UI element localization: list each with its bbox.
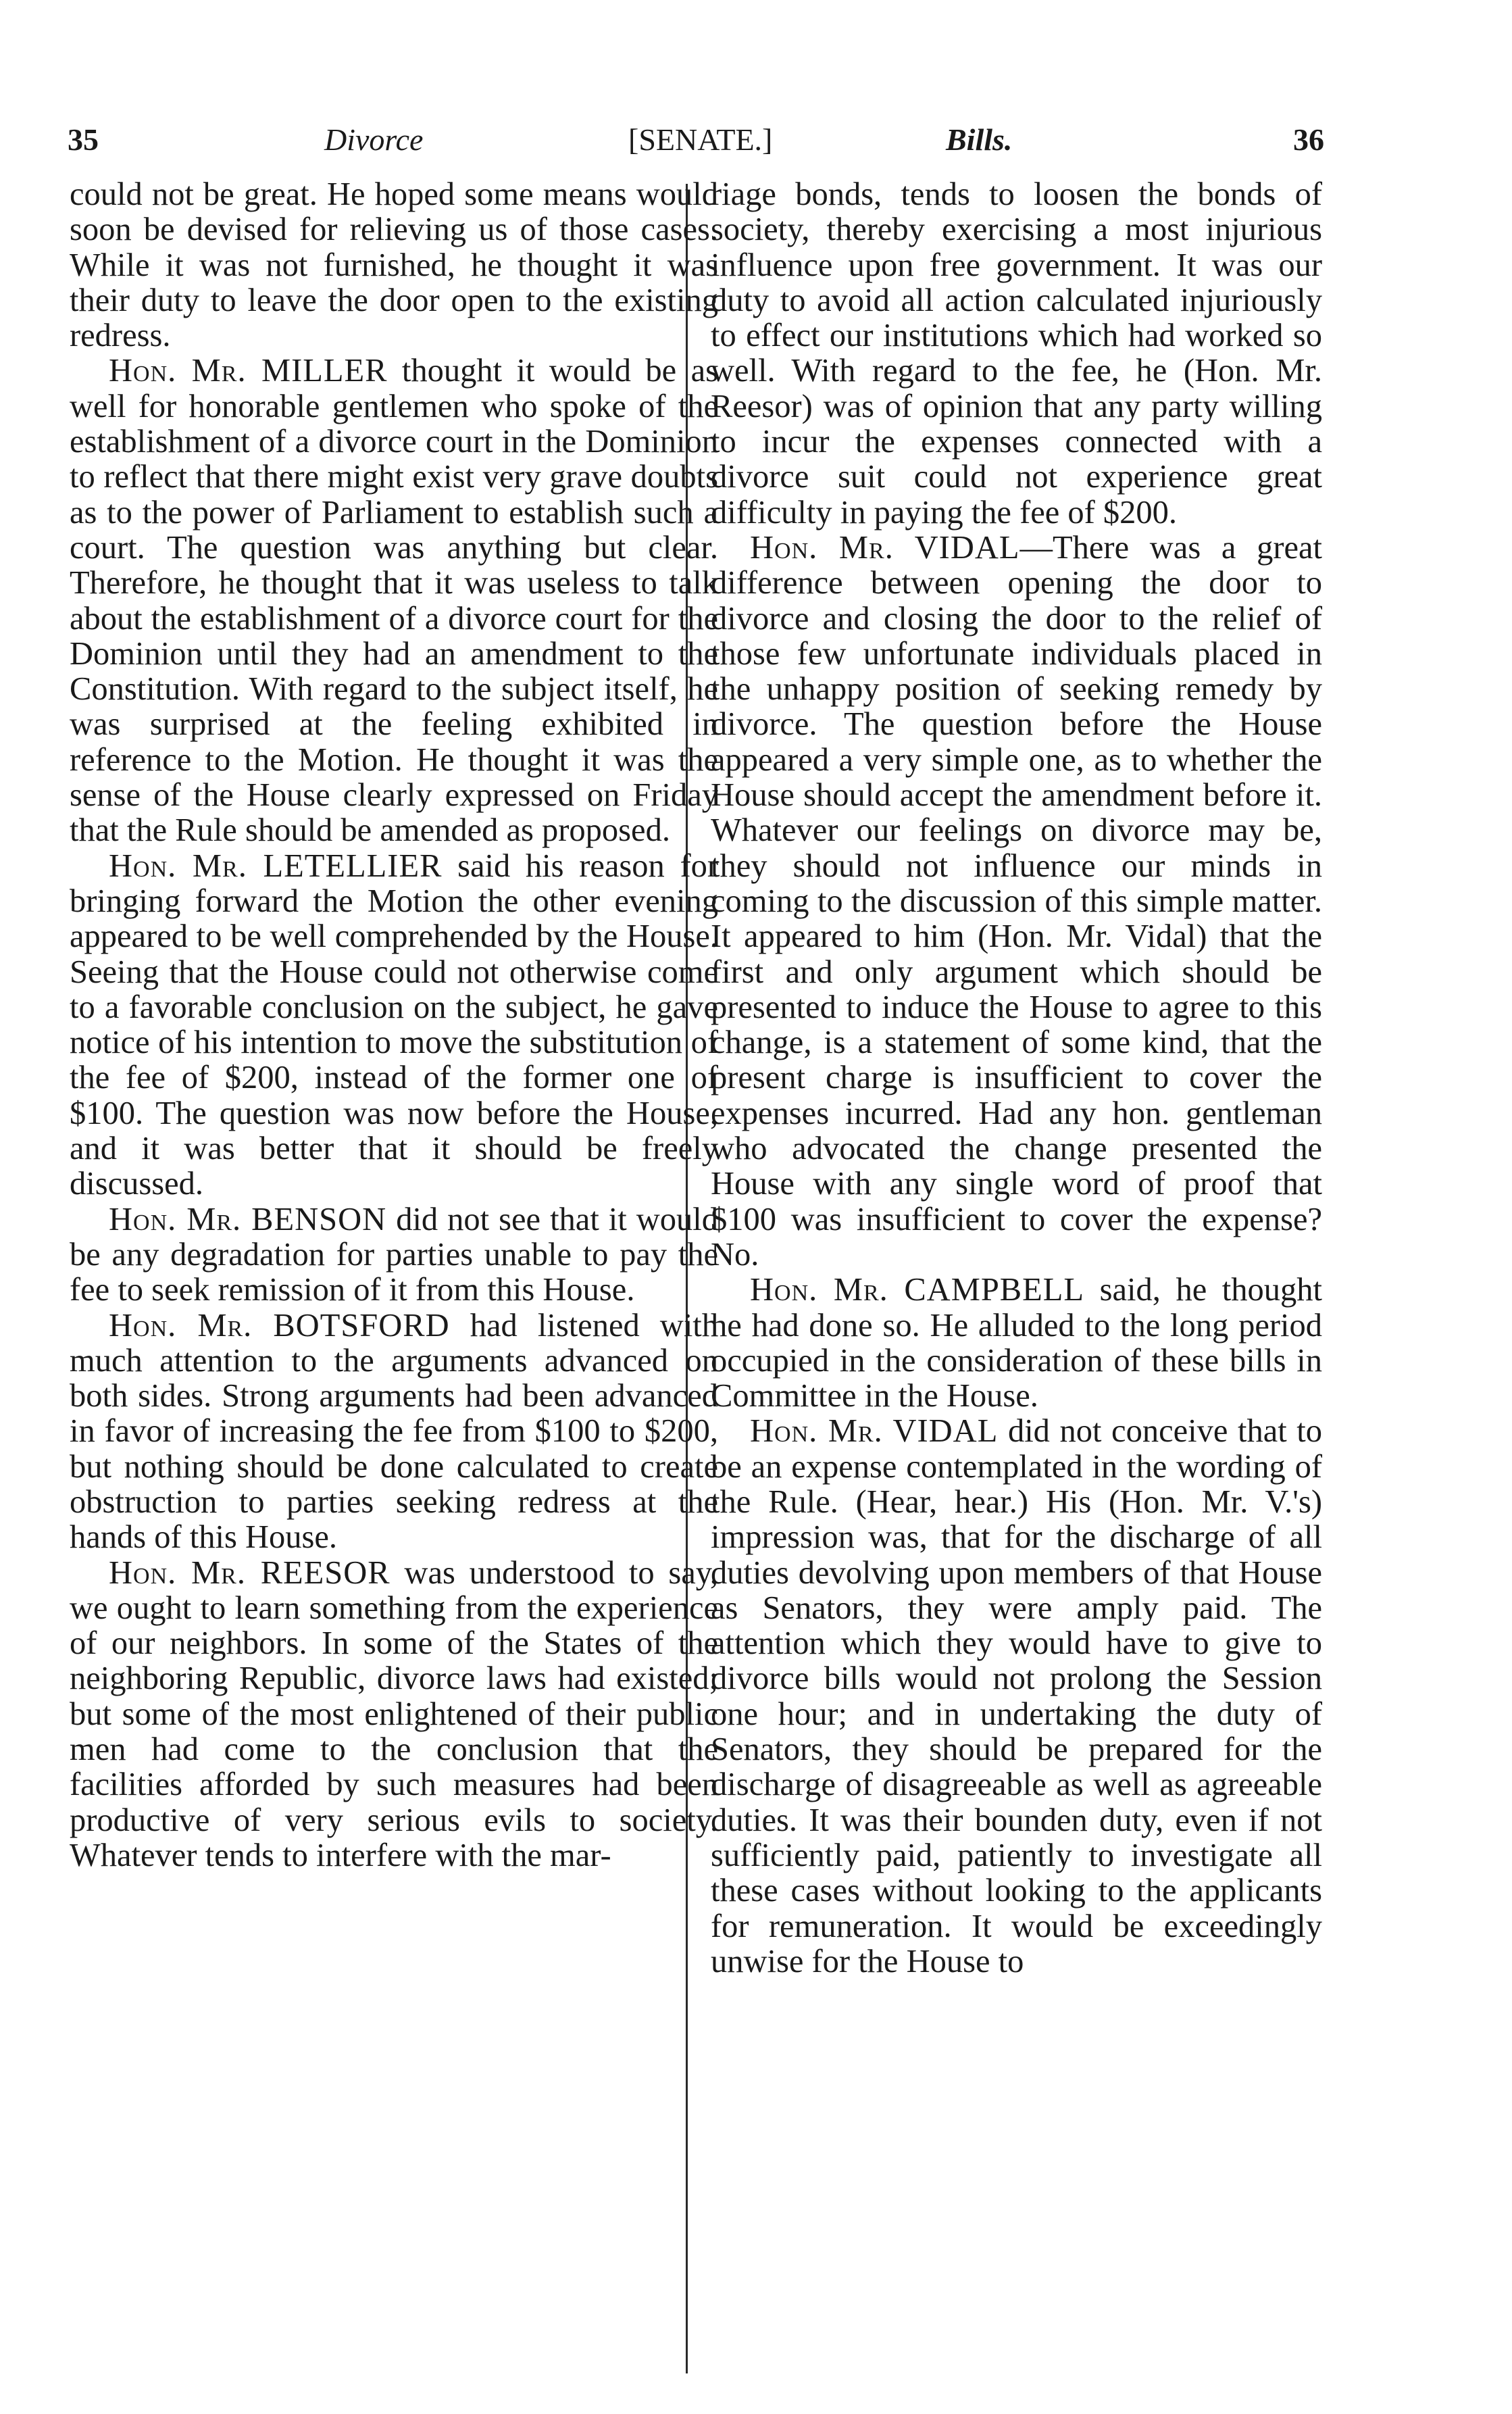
paragraph xyxy=(70,1556,718,1874)
running-title-right: Bills. xyxy=(946,122,1013,157)
paragraph-text: could not be great. He hoped some means would soon be devised for relieving us of those cases. While it was not furnished, he thought it was their duty to leave the door open to the existing redress. xyxy=(70,176,718,354)
right-column xyxy=(711,177,1322,1979)
paragraph xyxy=(70,1202,718,1308)
paragraph xyxy=(711,1414,1322,1979)
paragraph-text: did not conceive that to be an expense contemplated in the wording of the Rule. (Hear, hear.) His (Hon. Mr. V.'s) impression was, that for the discharge of all duties devolving upon members of that House as Senators, they were amply paid. The attention which they would have to give to divorce bills would not prolong the Session one hour; and in undertaking the duty of Senators, they should be prepared for the discharge of disagreeable as well as agreeable duties. It was their bounden duty, even if not sufficiently paid, patiently to investigate all these cases without looking to the applicants for remuneration. It would be exceedingly unwise for the House to xyxy=(711,1413,1323,1979)
paragraph xyxy=(70,1308,718,1556)
running-header xyxy=(68,116,1324,164)
speaker-name: Hon. Mr. LETELLIER xyxy=(109,847,443,884)
paragraph-text: said his reason for bringing forward the Motion the other evening appeared to be well comprehended by the House. Seeing that the House could not otherwise come to a favorable conclusion on the subject, he gave notice of his intention to move the substitution of the fee of $200, instead of the former one of $100. The question was now before the House, and it was better that it should be freely discussed. xyxy=(70,847,718,1202)
speaker-name: Hon. Mr. CAMPBELL xyxy=(750,1272,1085,1308)
paragraph xyxy=(711,531,1322,1273)
chamber-label: [SENATE.] xyxy=(628,122,773,157)
paragraph-text: had listened with much attention to the arguments advanced on both sides. Strong arguments had been advanced in favor of increasing the fee from $100 to $200, but nothing should be done calculated to create obstruction to parties seeking redress at the hands of this House. xyxy=(70,1307,719,1556)
speaker-name: Hon. Mr. VIDAL xyxy=(750,529,1020,566)
paragraph-text: did not see that it would be any degradation for parties unable to pay the fee to seek remission of it from this House. xyxy=(70,1201,718,1308)
paragraph-text: —There was a great difference between opening the door to divorce and closing the door to the relief of those few unfortunate individuals placed in the unhappy position of seeking remedy by divorce. The question before the House appeared a very simple one, as to whether the House should accept the amendment before it. Whatever our feelings on divorce may be, they should not influence our minds in coming to the discussion of this simple matter. It appeared to him (Hon. Mr. Vidal) that the first and only argument which should be presented to induce the House to agree to this change, is a statement of some kind, that the present charge is insufficient to cover the expenses incurred. Had any hon. gentleman who advocated the change presented the House with any single word of proof that $100 was insufficient to cover the expense? No. xyxy=(711,529,1322,1273)
paragraph-text: said, he thought he had done so. He alluded to the long period occupied in the consideration of these bills in Committee in the House. xyxy=(711,1272,1323,1414)
page-number-right: 36 xyxy=(1293,122,1324,157)
paragraph-text: was understood to say, we ought to learn something from the experience of our neighbors. In some of the States of the neighboring Republic, divorce laws had existed; but some of the most enlightened of their public men had come to the conclusion that the facilities afforded by such measures had been productive of very serious evils to society. Whatever tends to interfere with the mar- xyxy=(70,1554,718,1873)
paragraph xyxy=(70,177,718,353)
running-title-left: Divorce xyxy=(324,122,424,157)
paragraph-text: riage bonds, tends to loosen the bonds of society, thereby exercising a most injurious influence upon free government. It was our duty to avoid all action calculated injuriously to effect our institutions which had worked so well. With regard to the fee, he (Hon. Mr. Reesor) was of opinion that any party willing to incur the expenses connected with a divorce suit could not experience great difficulty in paying the fee of $200. xyxy=(711,176,1322,531)
left-column xyxy=(70,177,718,1873)
paragraph-text: thought it would be as well for honorable gentlemen who spoke of the establishment of a divorce court in the Dominion to reflect that there might exist very grave doubts as to the power of Parliament to establish such a court. The question was anything but clear. Therefore, he thought that it was useless to talk about the establishment of a divorce court for the Dominion until they had an amendment to the Constitution. With regard to the subject itself, he was surprised at the feeling exhibited in reference to the Motion. He thought it was the sense of the House clearly expressed on Friday that the Rule should be amended as proposed. xyxy=(70,353,718,849)
speaker-name: Hon. Mr. VIDAL xyxy=(750,1413,999,1450)
speaker-name: Hon. Mr. BENSON xyxy=(109,1201,387,1237)
speaker-name: Hon. Mr. REESOR xyxy=(109,1554,390,1591)
paragraph xyxy=(711,177,1322,531)
paragraph xyxy=(70,849,718,1202)
paragraph xyxy=(70,353,718,848)
page-number-left: 35 xyxy=(68,122,99,157)
speaker-name: Hon. Mr. BOTSFORD xyxy=(109,1307,450,1344)
speaker-name: Hon. Mr. MILLER xyxy=(109,353,388,389)
paragraph xyxy=(711,1273,1322,1414)
